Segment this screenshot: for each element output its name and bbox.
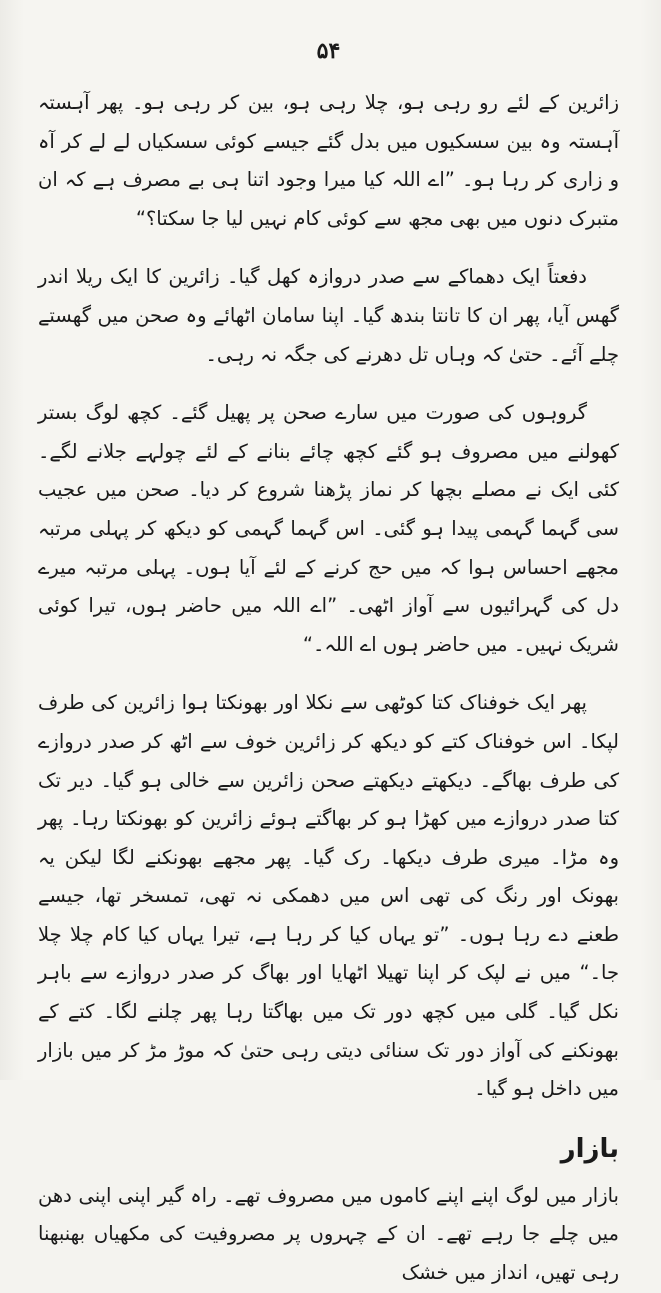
- section-paragraph-1: بازار میں لوگ اپنے اپنے کاموں میں مصروف تھے۔ راہ گیر اپنی اپنی دھن میں چلے جا رہے تھے۔ ان کے چہروں پر مصروفیت کی مکھیاں بھنبھنا رہی تھیں، انداز میں خشک: [38, 1183, 619, 1285]
- paragraph-2: دفعتاً ایک دھماکے سے صدر دروازہ کھل گیا۔ زائرین کا ایک ریلا اندر گھس آیا، پھر ان کا تانتا بندھ گیا۔ اپنا سامان اٹھائے وہ صحن میں گھستے چلے آئے۔ حتیٰ کہ وہاں تل دھرنے کی جگہ نہ رہی۔: [38, 265, 619, 366]
- page-body: [38, 84, 619, 1293]
- page-number: ۵۴: [316, 38, 341, 64]
- paragraph-4: پھر ایک خوفناک کتا کوٹھی سے نکلا اور بھونکتا ہوا زائرین کی طرف لپکا۔ اس خوفناک کتے کو دیکھ کر زائرین خوف سے اٹھ کر صدر دروازے کی طرف بھاگے۔ دیکھتے دیکھتے صحن زائرین سے خالی ہو گیا۔ دیر تک کتا صدر دروازے میں کھڑا ہو کر بھاگتے ہوئے زائرین کو بھونکتا رہا۔ پھر وہ مڑا۔ میری طرف دیکھا۔ رک گیا۔ پھر مجھے بھونکنے لگا لیکن یہ بھونک اور رنگ کی تھی اس میں دھمکی نہ تھی، تمسخر تھا، جیسے طعنے دے رہا ہوں۔ ”تو یہاں کیا کر رہا ہے، تیرا یہاں کیا کام چلا چلا جا۔“ میں نے لپک کر اپنا تھیلا اٹھایا اور بھاگ کر صدر دروازے سے باہر نکل گیا۔ گلی میں کچھ دور تک میں بھاگتا رہا پھر چلنے لگا۔ کتے کے بھونکنے کی آواز دور تک سنائی دیتی رہی حتیٰ کہ موڑ مڑ کر میں بازار میں داخل ہو گیا۔: [38, 691, 619, 1101]
- paragraph-3: گروہوں کی صورت میں سارے صحن پر پھیل گئے۔ کچھ لوگ بستر کھولنے میں مصروف ہو گئے کچھ چائے بنانے کے لئے چولہے جلانے لگے۔ کئی ایک نے مصلے بچھا کر نماز پڑھنا شروع کر دیا۔ صحن میں عجیب سی گہما گہمی پیدا ہو گئی۔ اس گہما گہمی کو دیکھ کر پہلی مرتبہ مجھے احساس ہوا کہ میں حج کرنے کے لئے آیا ہوں۔ پہلی مرتبہ میرے دل کی گہرائیوں سے آواز اٹھی۔ ”اے اللہ میں حاضر ہوں، تیرا کوئی شریک نہیں۔ میں حاضر ہوں اے اللہ۔“: [38, 401, 619, 656]
- paragraph-1: زائرین کے لئے رو رہی ہو، چلا رہی ہو، بین کر رہی ہو۔ پھر آہستہ آہستہ وہ بین سسکیوں میں بدل گئے جیسے کوئی سسکیاں لے لے کر آہ و زاری کر رہا ہو۔ ”اے اللہ کیا میرا وجود اتنا ہی بے مصرف ہے کہ ان متبرک دنوں میں بھی مجھ سے کوئی کام نہیں لیا جا سکتا؟“: [38, 91, 619, 230]
- section-heading: بازار: [560, 1133, 619, 1164]
